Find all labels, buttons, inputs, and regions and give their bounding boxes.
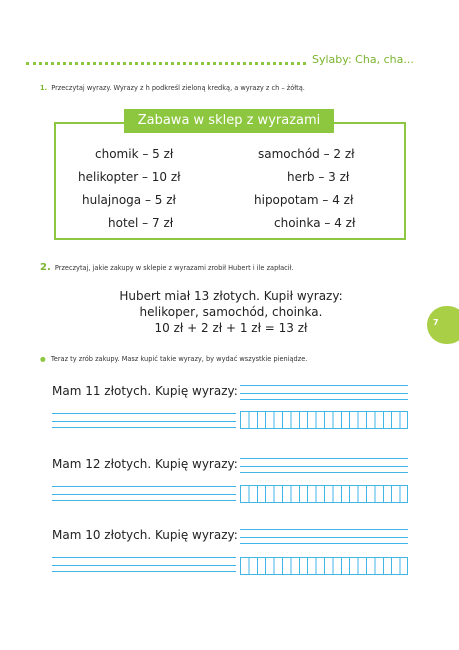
writing-line[interactable] bbox=[240, 543, 408, 544]
story-line-2: helikoper, samochód, choinka. bbox=[139, 305, 323, 319]
header-title: Sylaby: Cha, cha... bbox=[312, 53, 414, 66]
task-instruction-text: Teraz ty zrób zakupy. Masz kupić takie wyrazy, by wydać wszystkie pieniądze. bbox=[50, 355, 308, 363]
writing-line[interactable] bbox=[240, 537, 408, 538]
writing-line[interactable] bbox=[52, 421, 236, 422]
writing-line[interactable] bbox=[52, 557, 236, 558]
exercise-2-number: 2. bbox=[40, 262, 51, 273]
task-label: Mam 10 złotych. Kupię wyrazy: bbox=[52, 528, 238, 542]
exercise-1-number: 1. bbox=[40, 84, 48, 92]
exercise-2-instruction bbox=[40, 262, 294, 273]
writing-line[interactable] bbox=[240, 399, 408, 400]
story-line-1: Hubert miał 13 złotych. Kupił wyrazy: bbox=[119, 289, 343, 303]
writing-line[interactable] bbox=[52, 571, 236, 572]
writing-line[interactable] bbox=[52, 486, 236, 487]
shop-item-left: chomik – 5 zł bbox=[95, 147, 174, 161]
shop-item-left: hulajnoga – 5 zł bbox=[82, 193, 176, 207]
shop-item-right: herb – 3 zł bbox=[287, 170, 350, 184]
writing-line[interactable] bbox=[52, 565, 236, 566]
shop-title: Zabawa w sklep z wyrazami bbox=[124, 109, 334, 133]
header-dotted-line bbox=[26, 62, 306, 65]
writing-line[interactable] bbox=[52, 500, 236, 501]
answer-grid[interactable] bbox=[240, 411, 408, 429]
page-number: 7 bbox=[433, 318, 439, 327]
writing-line[interactable] bbox=[240, 529, 408, 530]
answer-grid[interactable] bbox=[240, 557, 408, 575]
writing-line[interactable] bbox=[240, 393, 408, 394]
task-label: Mam 11 złotych. Kupię wyrazy: bbox=[52, 384, 238, 398]
shop-item-right: samochód – 2 zł bbox=[258, 147, 355, 161]
answer-grid[interactable] bbox=[240, 485, 408, 503]
shop-item-left: hotel – 7 zł bbox=[108, 216, 174, 230]
writing-line[interactable] bbox=[240, 385, 408, 386]
story-line-3: 10 zł + 2 zł + 1 zł = 13 zł bbox=[154, 321, 308, 335]
shop-item-right: hipopotam – 4 zł bbox=[254, 193, 354, 207]
shop-item-left: helikopter – 10 zł bbox=[78, 170, 181, 184]
writing-line[interactable] bbox=[240, 458, 408, 459]
bullet-icon: ● bbox=[40, 355, 46, 363]
writing-line[interactable] bbox=[52, 427, 236, 428]
task-label: Mam 12 złotych. Kupię wyrazy: bbox=[52, 457, 238, 471]
writing-line[interactable] bbox=[52, 413, 236, 414]
shop-item-right: choinka – 4 zł bbox=[274, 216, 356, 230]
writing-line[interactable] bbox=[52, 494, 236, 495]
task-instruction bbox=[40, 355, 307, 363]
writing-line[interactable] bbox=[240, 466, 408, 467]
exercise-2-text: Przeczytaj, jakie zakupy w sklepie z wyrazami zrobił Hubert i ile zapłacił. bbox=[54, 264, 294, 272]
writing-line[interactable] bbox=[240, 472, 408, 473]
exercise-1-instruction bbox=[40, 84, 305, 92]
page-tab bbox=[427, 306, 459, 344]
exercise-1-text: Przeczytaj wyrazy. Wyrazy z h podkreśl zieloną kredką, a wyrazy z ch – żółtą. bbox=[51, 84, 305, 92]
